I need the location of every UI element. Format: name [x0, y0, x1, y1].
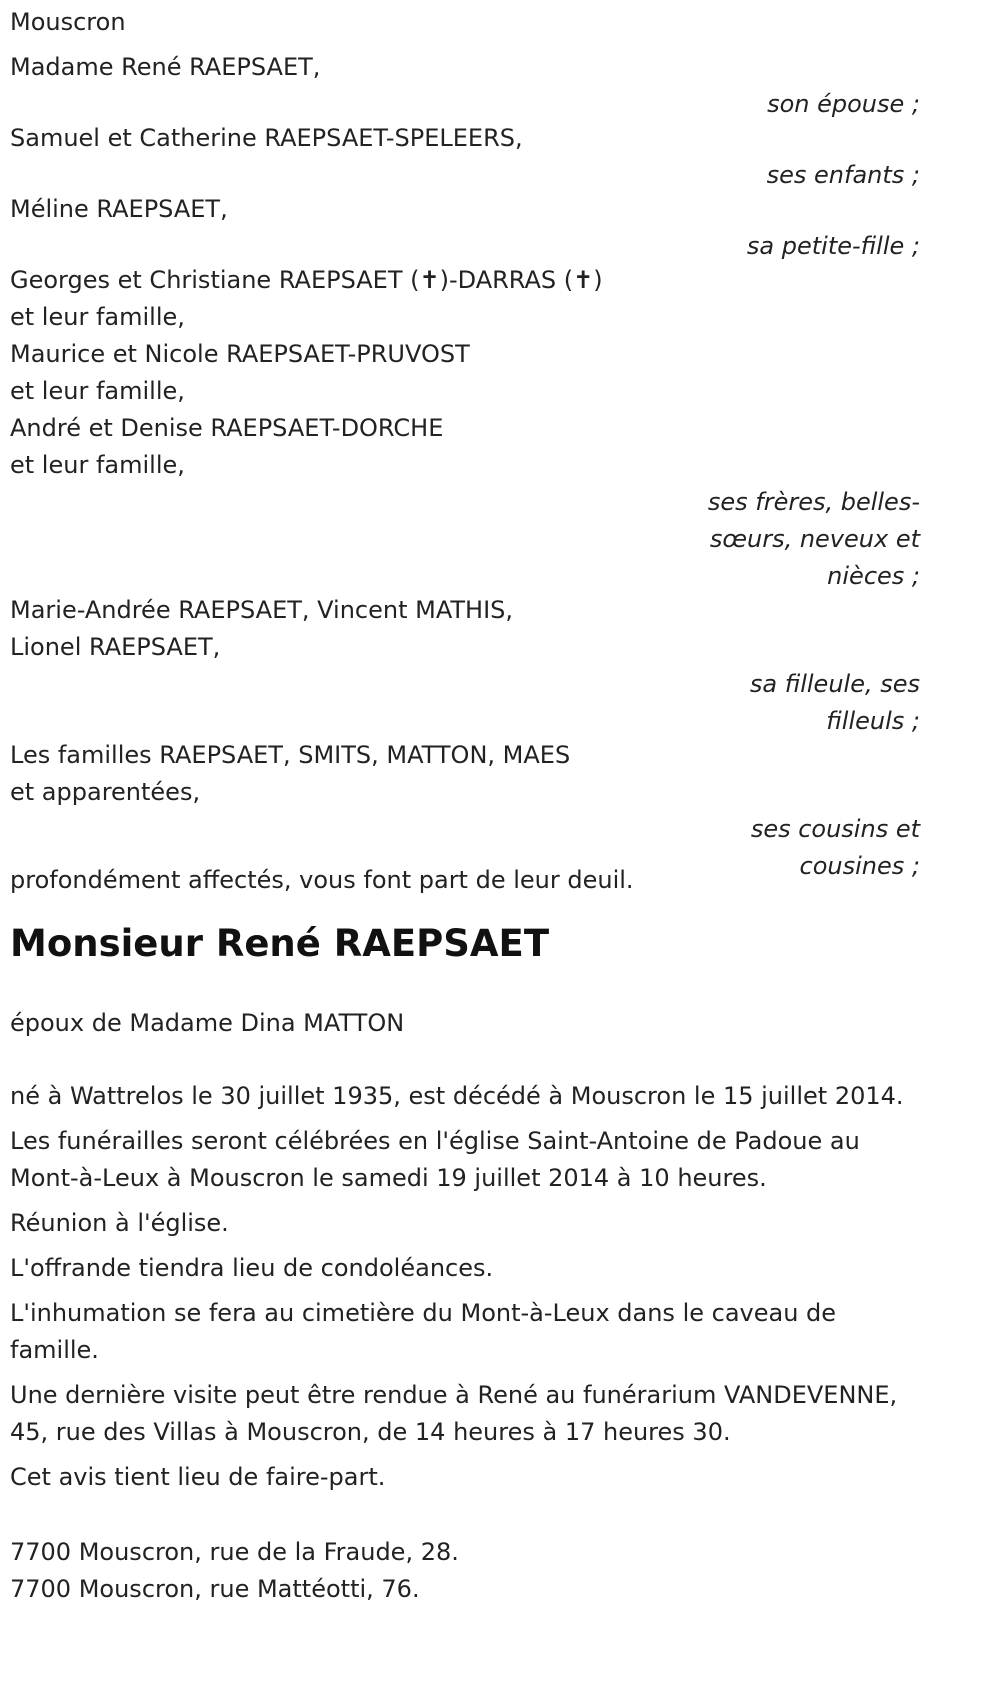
spouse-line: époux de Madame Dina MATTON — [10, 1009, 405, 1037]
addresses-block — [10, 1534, 920, 1608]
godchildren-block — [10, 592, 920, 740]
siblings-role-line: sœurs, neveux et — [709, 525, 920, 553]
siblings-line: Georges et Christiane RAEPSAET (✝)-DARRAS (✝) — [10, 266, 603, 294]
family-children-name: Samuel et Catherine RAEPSAET-SPELEERS, — [10, 124, 523, 152]
detail-paragraph: Réunion à l'église. — [10, 1209, 229, 1237]
details-block — [10, 1078, 920, 1496]
detail-paragraph: né à Wattrelos le 30 juillet 1935, est décédé à Mouscron le 15 juillet 2014. — [10, 1082, 904, 1110]
family-granddaughter-role: sa petite-fille ; — [746, 232, 920, 260]
family-children-role: ses enfants ; — [766, 161, 920, 189]
cousins-role-line: cousines ; — [799, 852, 920, 880]
address-line: 7700 Mouscron, rue Mattéotti, 76. — [10, 1575, 420, 1603]
obituary-notice — [10, 0, 920, 1608]
detail-paragraph: Cet avis tient lieu de faire-part. — [10, 1463, 386, 1491]
family-spouse-role: son épouse ; — [767, 90, 920, 118]
godchildren-role-line: sa filleule, ses — [749, 670, 920, 698]
siblings-line: et leur famille, — [10, 377, 185, 405]
siblings-line: Maurice et Nicole RAEPSAET-PRUVOST — [10, 340, 470, 368]
detail-paragraph: L'inhumation se fera au cimetière du Mont-à-Leux dans le caveau de famille. — [10, 1299, 837, 1364]
deceased-name: Monsieur René RAEPSAET — [10, 922, 550, 965]
location: Mouscron — [10, 8, 126, 36]
address-line: 7700 Mouscron, rue de la Fraude, 28. — [10, 1538, 459, 1566]
godchildren-line: Marie-Andrée RAEPSAET, Vincent MATHIS, — [10, 596, 514, 624]
closing-line: profondément affectés, vous font part de leur deuil. — [10, 866, 634, 894]
siblings-line: et leur famille, — [10, 303, 185, 331]
detail-paragraph: Une dernière visite peut être rendue à René au funérarium VANDEVENNE, 45, rue des Villas à Mouscron, de 14 heures à 17 heures 30. — [10, 1381, 898, 1446]
family-spouse-name: Madame René RAEPSAET, — [10, 53, 321, 81]
cousins-role-line: ses cousins et — [750, 815, 920, 843]
siblings-role-line: nièces ; — [827, 562, 920, 590]
siblings-line: et leur famille, — [10, 451, 185, 479]
cousins-line: et apparentées, — [10, 778, 201, 806]
siblings-block — [10, 262, 920, 595]
detail-paragraph: Les funérailles seront célébrées en l'église Saint-Antoine de Padoue au Mont-à-Leux à Mouscron le samedi 19 juillet 2014 à 10 heures. — [10, 1127, 860, 1192]
siblings-role-line: ses frères, belles- — [707, 488, 920, 516]
cousins-line: Les familles RAEPSAET, SMITS, MATTON, MAES — [10, 741, 571, 769]
family-granddaughter-name: Méline RAEPSAET, — [10, 195, 228, 223]
cousins-block — [10, 737, 920, 894]
siblings-line: André et Denise RAEPSAET-DORCHE — [10, 414, 444, 442]
detail-paragraph: L'offrande tiendra lieu de condoléances. — [10, 1254, 494, 1282]
godchildren-line: Lionel RAEPSAET, — [10, 633, 221, 661]
godchildren-role-line: filleuls ; — [826, 707, 920, 735]
